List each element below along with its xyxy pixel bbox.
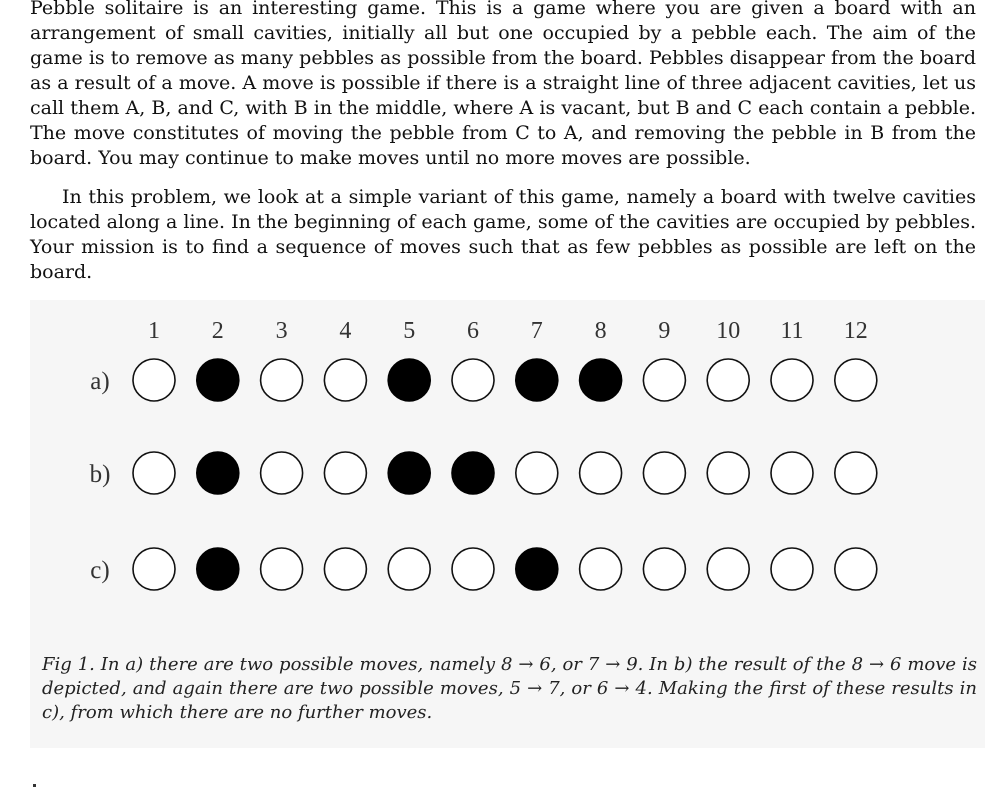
cavity-empty bbox=[261, 452, 303, 494]
column-number: 6 bbox=[467, 318, 479, 344]
cavity-empty bbox=[835, 548, 877, 590]
cavity-empty bbox=[324, 548, 366, 590]
cavity-empty bbox=[835, 359, 877, 401]
cavity-empty bbox=[261, 548, 303, 590]
pebble-boards bbox=[30, 300, 985, 640]
column-number: 8 bbox=[594, 318, 607, 344]
cavity-empty bbox=[324, 452, 366, 494]
pebble-filled bbox=[580, 359, 622, 401]
cavity-empty bbox=[707, 359, 749, 401]
cavity-empty bbox=[580, 452, 622, 494]
column-number: 5 bbox=[403, 318, 416, 344]
pebble-filled bbox=[452, 452, 494, 494]
cavity-empty bbox=[643, 452, 685, 494]
column-number: 4 bbox=[339, 318, 352, 344]
cavity-empty bbox=[771, 452, 813, 494]
cavity-empty bbox=[835, 452, 877, 494]
cavity-empty bbox=[643, 548, 685, 590]
pebble-filled bbox=[516, 548, 558, 590]
row-label: c) bbox=[90, 557, 110, 584]
cavity-empty bbox=[388, 548, 430, 590]
cavity-empty bbox=[707, 548, 749, 590]
intro-paragraph: Pebble solitaire is an interesting game. This is a game where you are given a board with an arrangement of small cavities, initially all but one occupied by a pebble each. The aim of the game is to remove as many pebbles as possible from the board. Pebbles disappear from the board as a result of a move. A move is possible if there is a straight line of three adjacent cavities, let us call them A, B, and C, with B in the middle, where A is vacant, but B and C each contain a pebble. The move constitutes of moving the pebble from C to A, and removing the pebble in B from the board. You may continue to make moves until no more moves are possible. bbox=[30, 0, 976, 169]
figure-caption bbox=[42, 653, 977, 725]
cavity-empty bbox=[133, 452, 175, 494]
figure-caption-label: Fig 1. bbox=[42, 654, 95, 675]
pebble-filled bbox=[388, 452, 430, 494]
row-label: a) bbox=[90, 368, 110, 395]
cavity-empty bbox=[707, 452, 749, 494]
column-number: 11 bbox=[780, 318, 804, 344]
cavity-empty bbox=[771, 548, 813, 590]
cavity-empty bbox=[133, 548, 175, 590]
column-number: 12 bbox=[843, 318, 868, 344]
cavity-empty bbox=[771, 359, 813, 401]
column-number: 3 bbox=[275, 318, 288, 344]
pebble-figure bbox=[30, 300, 985, 748]
column-number: 1 bbox=[148, 318, 160, 344]
pebble-filled bbox=[197, 548, 239, 590]
cavity-empty bbox=[133, 359, 175, 401]
cavity-empty bbox=[452, 548, 494, 590]
column-number: 7 bbox=[530, 318, 543, 344]
pebble-filled bbox=[516, 359, 558, 401]
cavity-empty bbox=[580, 548, 622, 590]
column-number: 9 bbox=[658, 318, 671, 344]
column-number: 2 bbox=[211, 318, 224, 344]
cavity-empty bbox=[516, 452, 558, 494]
pebble-filled bbox=[197, 359, 239, 401]
problem-paragraph: In this problem, we look at a simple variant of this game, namely a board with twelve cavities located along a line. In the beginning of each game, some of the cavities are occupied by pebbles. Your mission is to find a sequence of moves such that as few pebbles as possible are left on the board. bbox=[30, 186, 976, 283]
figure-caption-text: In a) there are two possible moves, namely 8 → 6, or 7 → 9. In b) the result of the 8 → 6 move is depicted, and again there are two possible moves, 5 → 7, or 6 → 4. Making the first of these results in c), from which there are no further moves. bbox=[42, 654, 977, 723]
pebble-filled bbox=[197, 452, 239, 494]
cavity-empty bbox=[643, 359, 685, 401]
column-number: 10 bbox=[716, 318, 741, 344]
pebble-filled bbox=[388, 359, 430, 401]
row-label: b) bbox=[89, 461, 111, 488]
stray-mark bbox=[33, 784, 36, 787]
cavity-empty bbox=[261, 359, 303, 401]
cavity-empty bbox=[324, 359, 366, 401]
cavity-empty bbox=[452, 359, 494, 401]
